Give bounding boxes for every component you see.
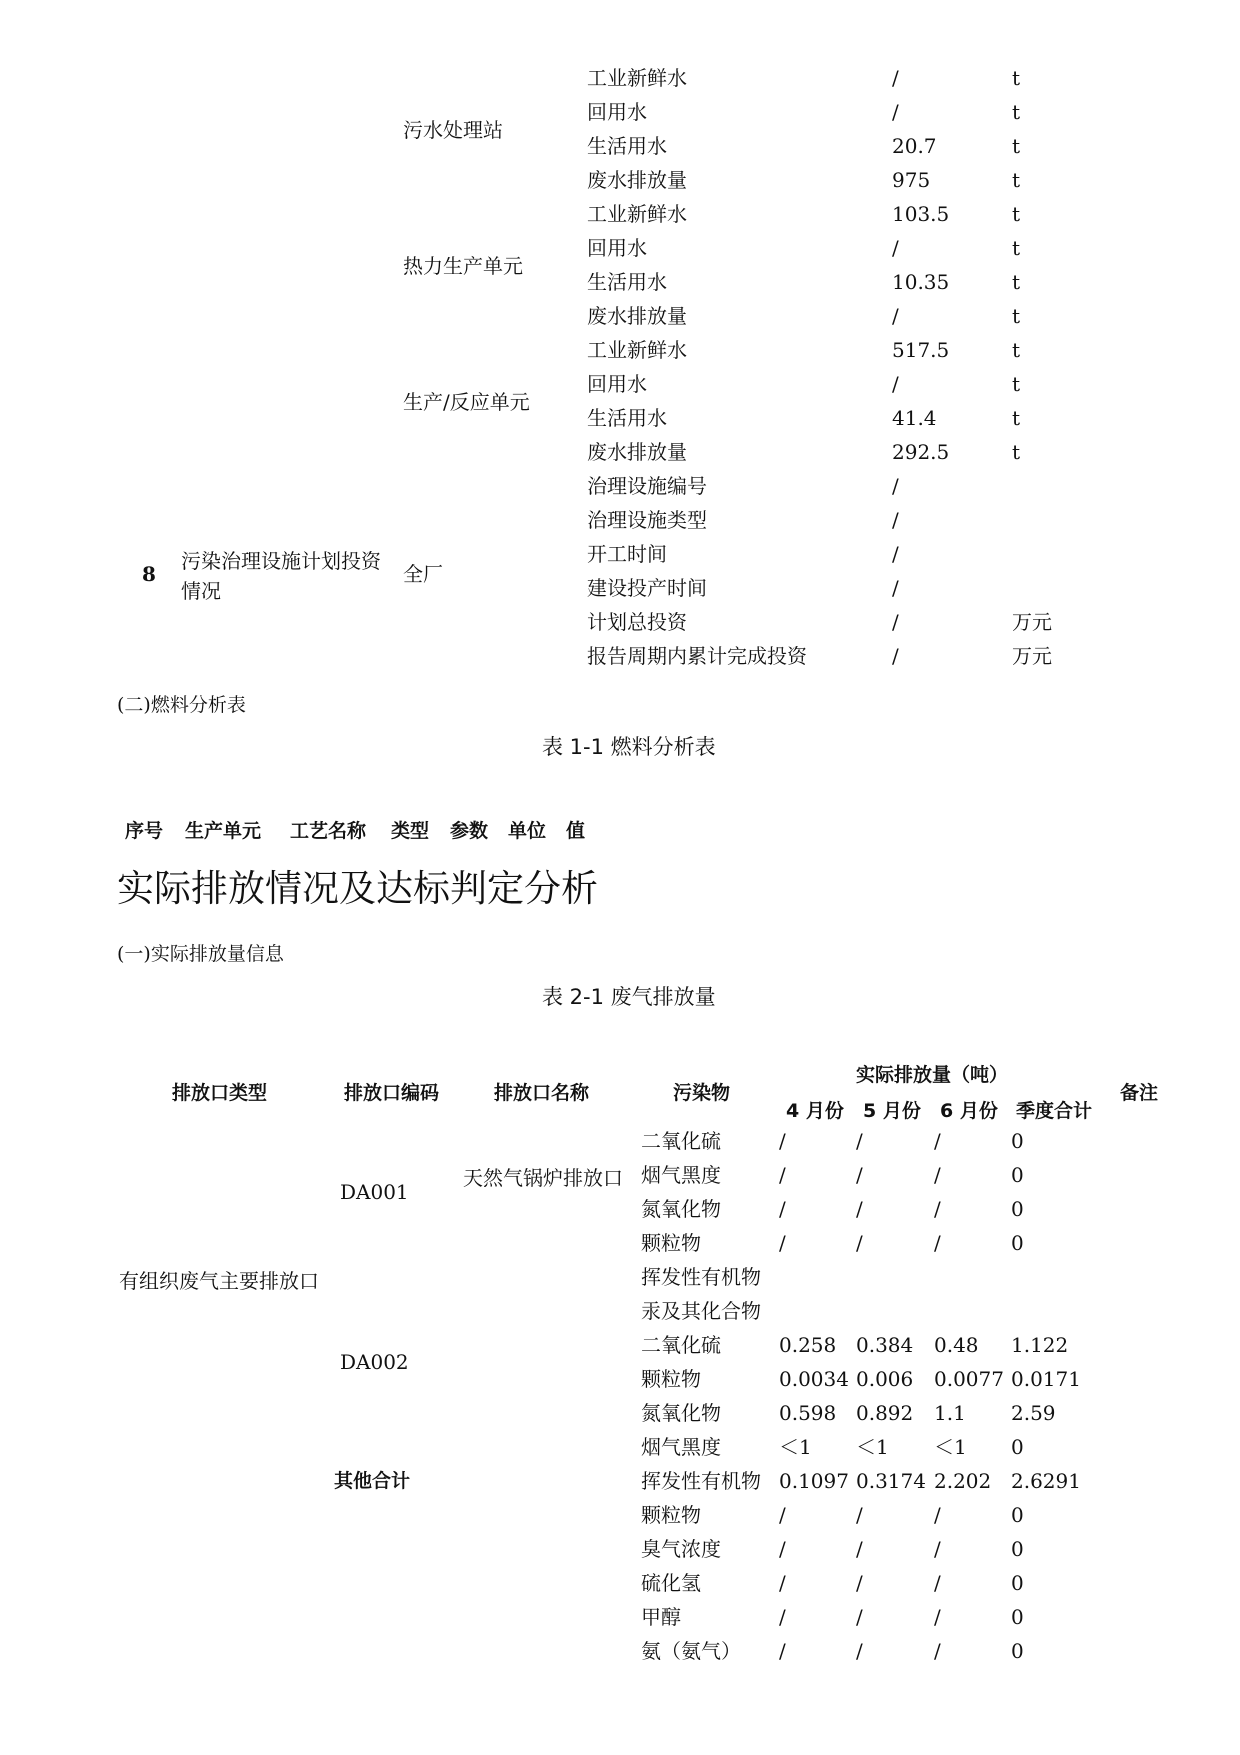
header-outlet-name: 排放口名称 [494,1082,590,1104]
item-label: 回用水 [587,100,647,124]
unit-cell: t [1012,372,1021,396]
value-apr: 0.0034 [779,1367,849,1391]
value-total: 0 [1011,1129,1024,1153]
item-label: 治理设施编号 [587,474,707,498]
value-cell: / [892,610,899,634]
value-may: ＜1 [856,1435,889,1459]
value-apr: / [779,1503,786,1527]
value-cell: 975 [892,168,931,192]
value-jun: ＜1 [934,1435,967,1459]
value-total: 2.6291 [1011,1469,1081,1493]
unit-cell: t [1012,236,1021,260]
header-cell: 单位 [508,820,547,842]
value-apr: / [779,1537,786,1561]
unit-cell: t [1012,134,1021,158]
value-jun: 1.1 [934,1401,966,1425]
value-total: 0 [1011,1571,1024,1595]
value-cell: / [892,542,899,566]
header-outlet-code: 排放口编码 [344,1082,440,1104]
value-cell: 292.5 [892,440,950,464]
section-heading: 实际排放情况及达标判定分析 [117,867,598,910]
value-apr: / [779,1129,786,1153]
value-cell: / [892,236,899,260]
header-cell: 类型 [391,820,430,842]
value-total: 0 [1011,1231,1024,1255]
item-label: 建设投产时间 [587,576,707,600]
unit-cell: t [1012,304,1021,328]
unit-label: 热力生产单元 [403,254,523,278]
outlet-code: DA002 [340,1350,409,1374]
header-month: 5 月份 [863,1100,921,1122]
value-total: 0 [1011,1163,1024,1187]
row-number: 8 [142,562,156,586]
header-cell: 生产单元 [185,820,262,842]
header-actual-emission: 实际排放量（吨） [856,1064,1009,1086]
header-month: 4 月份 [786,1100,844,1122]
item-label: 工业新鲜水 [587,338,687,362]
fuel-subtitle: (二)燃料分析表 [117,694,246,716]
value-jun: / [934,1503,941,1527]
unit-cell: t [1012,406,1021,430]
value-jun: / [934,1571,941,1595]
value-total: 0.0171 [1011,1367,1081,1391]
value-jun: / [934,1129,941,1153]
value-jun: / [934,1537,941,1561]
item-label: 废水排放量 [587,440,687,464]
header-cell: 序号 [125,820,164,842]
header-outlet-type: 排放口类型 [172,1082,268,1104]
value-apr: / [779,1571,786,1595]
value-cell: 517.5 [892,338,950,362]
pollutant: 氨（氨气） [641,1639,741,1663]
item-label: 废水排放量 [587,304,687,328]
item-label: 生活用水 [587,406,667,430]
pollutant: 颗粒物 [641,1367,701,1391]
item-label: 计划总投资 [587,610,687,634]
unit-label: 生产/反应单元 [403,390,530,414]
item-label: 废水排放量 [587,168,687,192]
pollutant: 臭气浓度 [641,1537,721,1561]
value-jun: / [934,1639,941,1663]
value-cell: / [892,644,899,668]
emission-table-title: 表 2-1 废气排放量 [542,985,716,1009]
unit-cell: t [1012,440,1021,464]
value-jun: / [934,1231,941,1255]
header-cell: 工艺名称 [290,820,367,842]
pollutant: 氮氧化物 [641,1197,721,1221]
value-apr: / [779,1231,786,1255]
value-may: / [856,1571,863,1595]
pollutant: 烟气黑度 [641,1435,721,1459]
value-cell: 41.4 [892,406,937,430]
value-may: / [856,1163,863,1187]
value-jun: / [934,1605,941,1629]
unit-cell: t [1012,270,1021,294]
value-may: 0.384 [856,1333,914,1357]
value-total: 0 [1011,1537,1024,1561]
value-may: 0.3174 [856,1469,926,1493]
pollutant: 二氧化硫 [641,1333,721,1357]
value-apr: / [779,1197,786,1221]
emission-subtitle: (一)实际排放量信息 [117,943,284,965]
header-remark: 备注 [1120,1082,1159,1104]
pollutant: 烟气黑度 [641,1163,721,1187]
item-label: 生活用水 [587,270,667,294]
pollutant: 挥发性有机物 [641,1469,761,1493]
header-cell: 值 [566,820,586,842]
value-jun: 0.48 [934,1333,979,1357]
value-may: 0.006 [856,1367,914,1391]
value-jun: / [934,1163,941,1187]
unit-cell: t [1012,66,1021,90]
item-label: 生活用水 [587,134,667,158]
item-label: 报告周期内累计完成投资 [587,644,807,668]
unit-cell: t [1012,168,1021,192]
value-may: / [856,1231,863,1255]
unit-cell: t [1012,202,1021,226]
pollutant: 挥发性有机物 [641,1265,761,1289]
pollutant: 甲醇 [641,1605,681,1629]
value-total: 0 [1011,1435,1024,1459]
unit-label: 污水处理站 [403,118,503,142]
value-cell: / [892,372,899,396]
item-label: 工业新鲜水 [587,66,687,90]
value-apr: / [779,1639,786,1663]
value-apr: 0.598 [779,1401,837,1425]
value-jun: 2.202 [934,1469,992,1493]
header-cell: 参数 [450,820,489,842]
value-total: 1.122 [1011,1333,1069,1357]
value-cell: 10.35 [892,270,950,294]
item-label: 开工时间 [587,542,667,566]
value-may: / [856,1537,863,1561]
value-apr: ＜1 [779,1435,812,1459]
item-label: 治理设施类型 [587,508,707,532]
value-may: / [856,1639,863,1663]
value-apr: 0.258 [779,1333,837,1357]
value-may: 0.892 [856,1401,914,1425]
value-cell: / [892,100,899,124]
item-label: 工业新鲜水 [587,202,687,226]
value-cell: / [892,66,899,90]
item-label: 回用水 [587,372,647,396]
value-may: / [856,1503,863,1527]
value-cell: / [892,304,899,328]
value-may: / [856,1129,863,1153]
outlet-name: 天然气锅炉排放口 [463,1166,623,1190]
value-jun: 0.0077 [934,1367,1004,1391]
pollutant: 汞及其化合物 [641,1299,761,1323]
unit-cell: t [1012,338,1021,362]
value-total: 0 [1011,1639,1024,1663]
value-apr: / [779,1605,786,1629]
value-cell: / [892,474,899,498]
pollutant: 氮氧化物 [641,1401,721,1425]
value-total: 2.59 [1011,1401,1056,1425]
pollutant: 二氧化硫 [641,1129,721,1153]
pollutant: 硫化氢 [641,1571,701,1595]
value-cell: / [892,508,899,532]
header-quarter-total: 季度合计 [1016,1100,1093,1122]
outlet-type: 有组织废气主要排放口 [119,1269,319,1293]
value-cell: 20.7 [892,134,937,158]
value-cell: / [892,576,899,600]
pollutant: 颗粒物 [641,1231,701,1255]
section-name: 污染治理设施计划投资情况 [181,549,381,603]
header-pollutant: 污染物 [673,1082,731,1104]
value-total: 0 [1011,1503,1024,1527]
item-label: 回用水 [587,236,647,260]
unit-label: 全厂 [403,562,443,586]
value-total: 0 [1011,1605,1024,1629]
value-jun: / [934,1197,941,1221]
other-total-label: 其他合计 [334,1470,411,1492]
value-apr: / [779,1163,786,1187]
header-month: 6 月份 [940,1100,998,1122]
value-total: 0 [1011,1197,1024,1221]
pollutant: 颗粒物 [641,1503,701,1527]
value-apr: 0.1097 [779,1469,849,1493]
unit-cell: 万元 [1012,644,1052,668]
fuel-table-title: 表 1-1 燃料分析表 [542,735,716,759]
outlet-code: DA001 [340,1180,409,1204]
unit-cell: 万元 [1012,610,1052,634]
value-may: / [856,1605,863,1629]
value-may: / [856,1197,863,1221]
unit-cell: t [1012,100,1021,124]
value-cell: 103.5 [892,202,950,226]
